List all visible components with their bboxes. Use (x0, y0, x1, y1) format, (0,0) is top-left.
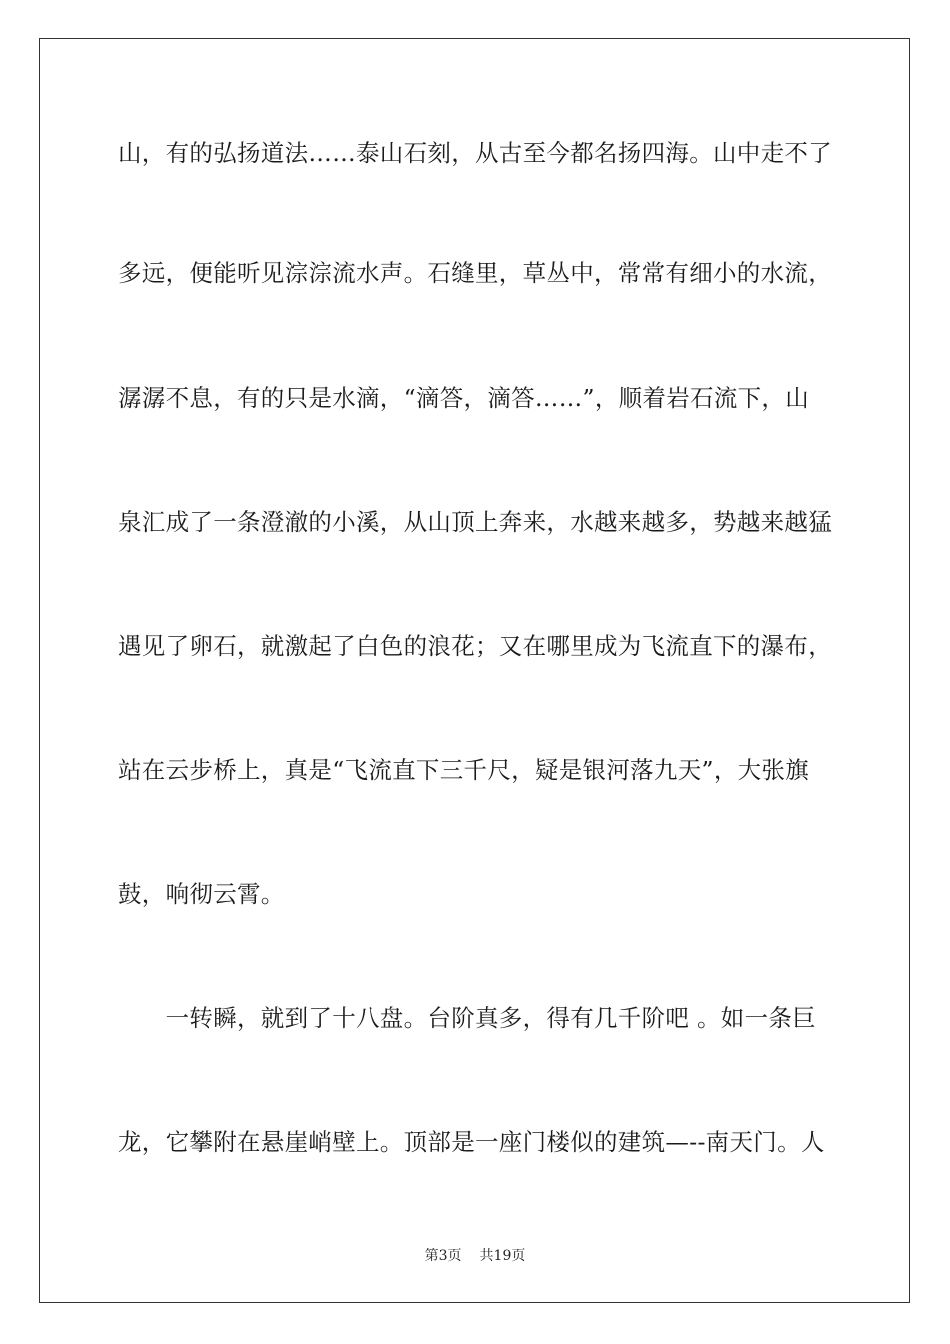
page-border (39, 38, 910, 1303)
text-line: 一转瞬，就到了十八盘。台阶真多，得有几千阶吧 。如一条巨 (118, 1004, 816, 1032)
text-line: 站在云步桥上，真是“飞流直下三千尺，疑是银河落九天”，大张旗 (118, 756, 810, 784)
page-footer (0, 1247, 950, 1265)
text-line: 遇见了卵石，就激起了白色的浪花；又在哪里成为飞流直下的瀑布， (118, 632, 832, 660)
text-line: 山，有的弘扬道法……泰山石刻，从古至今都名扬四海。山中走不了 (118, 139, 832, 167)
page-total: 共19页 (479, 1248, 526, 1264)
text-line: 龙，它攀附在悬崖峭壁上。顶部是一座门楼似的建筑—--南天门。人 (118, 1128, 825, 1156)
text-line: 泉汇成了一条澄澈的小溪，从山顶上奔来，水越来越多，势越来越猛 (118, 508, 832, 536)
page-number: 第3页 (424, 1248, 462, 1264)
text-line: 鼓，响彻云霄。 (118, 880, 285, 908)
text-line: 多远，便能听见淙淙流水声。石缝里，草丛中，常常有细小的水流， (118, 259, 832, 287)
text-line: 潺潺不息，有的只是水滴，“滴答，滴答……”，顺着岩石流下，山 (118, 384, 810, 412)
